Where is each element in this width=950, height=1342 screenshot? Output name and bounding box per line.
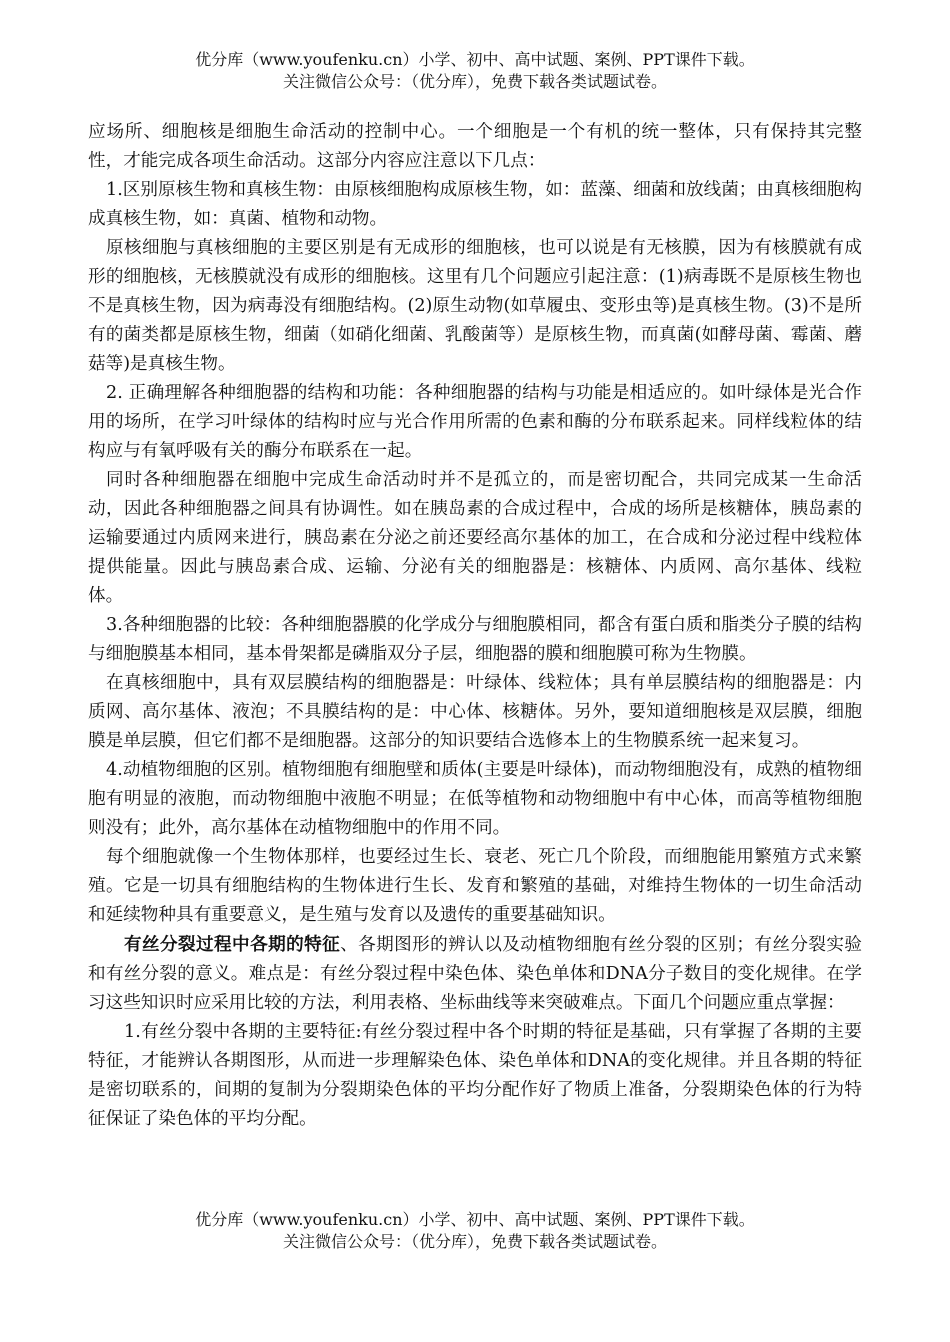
paragraph-10-bold-lead: 有丝分裂过程中各期的特征 (124, 934, 341, 955)
footer-line-1: 优分库（www.youfenku.cn）小学、初中、高中试题、案例、PPT课件下载。 (195, 1210, 755, 1229)
paragraph-6: 3.各种细胞器的比较：各种细胞器膜的化学成分与细胞膜相同，都含有蛋白质和脂类分子膜的结构与细胞膜基本相同，基本骨架都是磷脂双分子层，细胞器的膜和细胞膜可称为生物膜。 (88, 615, 862, 664)
paragraph-5: 同时各种细胞器在细胞中完成生命活动时并不是孤立的，而是密切配合，共同完成某一生命活动，因此各种细胞器之间具有协调性。如在胰岛素的合成过程中，合成的场所是核糖体，胰岛素的运输要通过内质网来进行，胰岛素在分泌之前还要经高尔基体的加工，在合成和分泌过程中线粒体提供能量。因此与胰岛素合成、运输、分泌有关的细胞器是：核糖体、内质网、高尔基体、线粒体。 (88, 470, 862, 606)
header-line-1: 优分库（www.youfenku.cn）小学、初中、高中试题、案例、PPT课件下载。 (195, 50, 755, 69)
paragraph-4: 2. 正确理解各种细胞器的结构和功能：各种细胞器的结构与功能是相适应的。如叶绿体是光合作用的场所，在学习叶绿体的结构时应与光合作用所需的色素和酶的分布联系起来。同样线粒体的结构应与有氧呼吸有关的酶分布联系在一起。 (88, 383, 862, 461)
paragraph-2: 1.区别原核生物和真核生物：由原核细胞构成原核生物，如：蓝藻、细菌和放线菌；由真核细胞构成真核生物，如：真菌、植物和动物。 (88, 180, 862, 229)
paragraph-10-rest: 、各期图形的辨认以及动植物细胞有丝分裂的区别；有丝分裂实验和有丝分裂的意义。难点是：有丝分裂过程中染色体、染色单体和DNA分子数目的变化规律。在学习这些知识时应采用比较的方法，利用表格、坐标曲线等来突破难点。下面几个问题应重点掌握： (88, 935, 862, 1013)
paragraph-8: 4.动植物细胞的区别。植物细胞有细胞壁和质体(主要是叶绿体)，而动物细胞没有，成熟的植物细胞有明显的液胞，而动物细胞中液胞不明显；在低等植物和动物细胞中有中心体，而高等植物细胞则没有；此外，高尔基体在动植物细胞中的作用不同。 (88, 760, 862, 838)
paragraph-11: 1.有丝分裂中各期的主要特征:有丝分裂过程中各个时期的特征是基础，只有掌握了各期的主要特征，才能辨认各期图形，从而进一步理解染色体、染色单体和DNA的变化规律。并且各期的特征是密切联系的，间期的复制为分裂期染色体的平均分配作好了物质上准备，分裂期染色体的行为特征保证了染色体的平均分配。 (88, 1022, 862, 1129)
paragraph-7: 在真核细胞中，具有双层膜结构的细胞器是：叶绿体、线粒体；具有单层膜结构的细胞器是：内质网、高尔基体、液泡；不具膜结构的是：中心体、核糖体。另外，要知道细胞核是双层膜，细胞膜是单层膜，但它们都不是细胞器。这部分的知识要结合选修本上的生物膜系统一起来复习。 (88, 673, 862, 751)
paragraph-9: 每个细胞就像一个生物体那样，也要经过生长、衰老、死亡几个阶段，而细胞能用繁殖方式来繁殖。它是一切具有细胞结构的生物体进行生长、发育和繁殖的基础，对维持生物体的一切生命活动和延续物种具有重要意义，是生殖与发育以及遗传的重要基础知识。 (88, 847, 862, 925)
paragraph-10 (88, 930, 862, 1018)
document-body (88, 118, 862, 1134)
header-line-2: 关注微信公众号：（优分库），免费下载各类试题试卷。 (282, 72, 667, 91)
paragraph-1: 应场所、细胞核是细胞生命活动的控制中心。一个细胞是一个有机的统一整体，只有保持其完整性，才能完成各项生命活动。这部分内容应注意以下几点： (88, 122, 862, 171)
paragraph-3: 原核细胞与真核细胞的主要区别是有无成形的细胞核，也可以说是有无核膜，因为有核膜就有成形的细胞核，无核膜就没有成形的细胞核。这里有几个问题应引起注意：(1)病毒既不是原核生物也不是真核生物，因为病毒没有细胞结构。(2)原生动物(如草履虫、变形虫等)是真核生物。(3)不是所有的菌类都是原核生物，细菌（如硝化细菌、乳酸菌等）是原核生物，而真菌(如酵母菌、霉菌、蘑菇等)是真核生物。 (88, 238, 862, 374)
footer-line-2: 关注微信公众号：（优分库），免费下载各类试题试卷。 (282, 1232, 667, 1251)
